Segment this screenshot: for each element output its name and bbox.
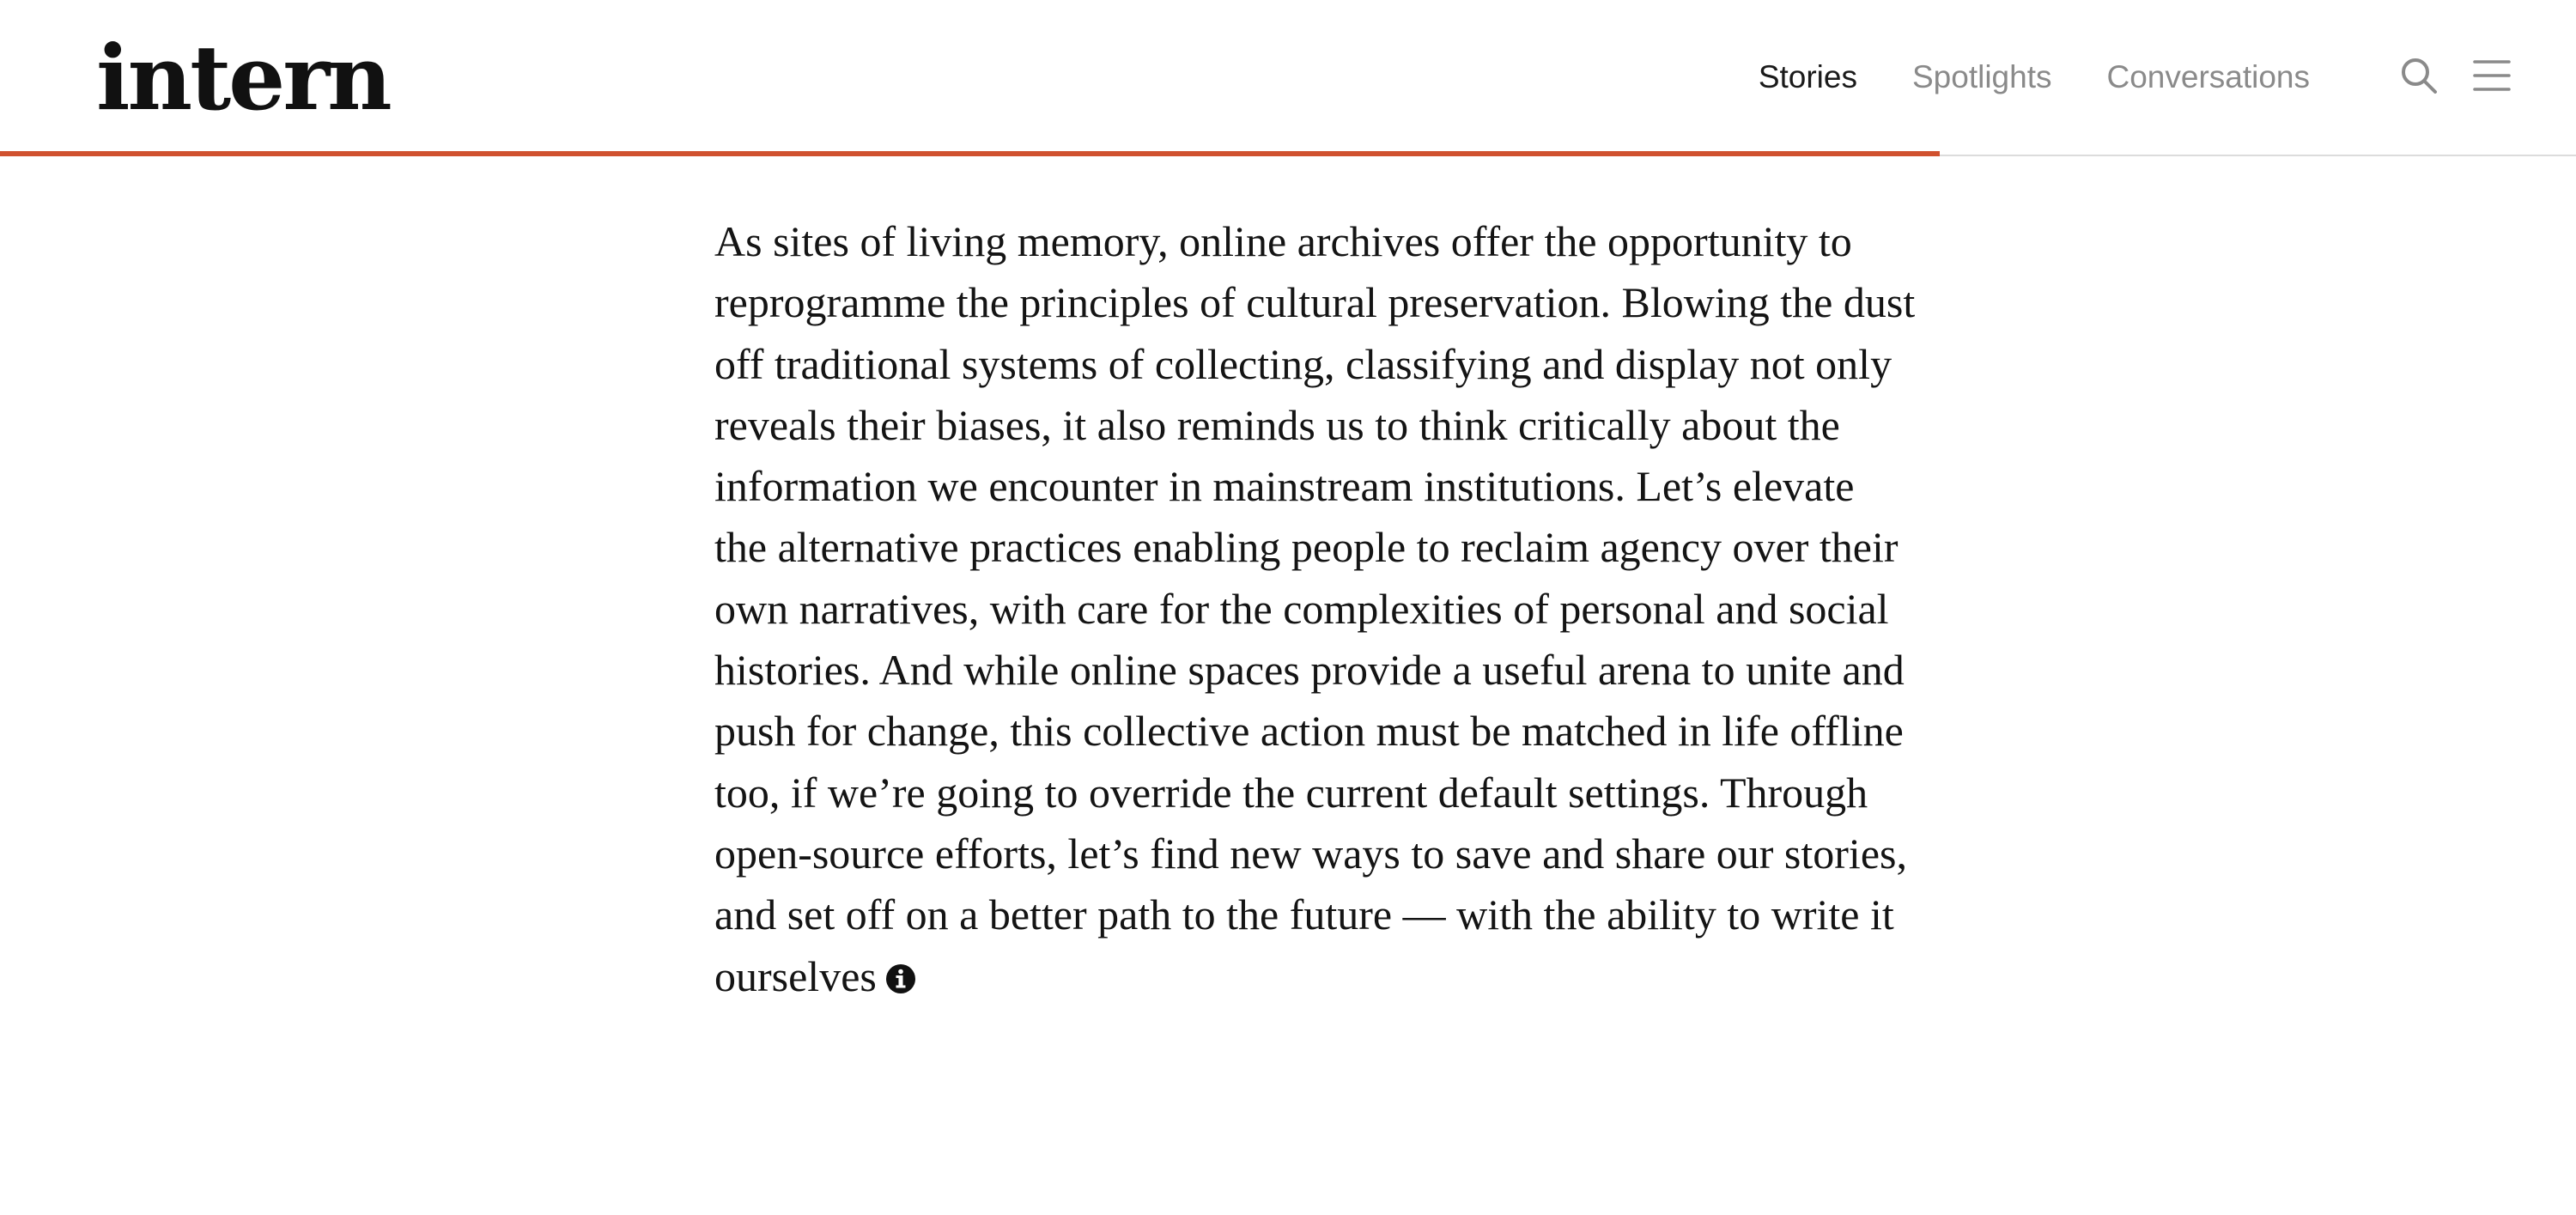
nav-conversations[interactable]: Conversations <box>2106 59 2310 94</box>
main-nav <box>1759 52 2310 103</box>
site-header <box>0 0 2576 156</box>
article-paragraph <box>714 211 1917 1007</box>
nav-stories[interactable]: Stories <box>1758 59 1857 94</box>
reading-progress-bar <box>0 151 1940 156</box>
menu-button[interactable] <box>2471 55 2512 96</box>
article-text: As sites of living memory, online archives offer the opportunity to reprogramme the principles of cultural preservation. Blowing the dust off traditional systems of collecting, classifying and display not only reveals their biases, it also reminds us to think critically about the information we encounter in mainstream institutions. Let’s elevate the alternative practices enabling people to reclaim agency over their own narratives, with care for the complexities of personal and social histories. And while online spaces provide a useful arena to unite and push for change, this collective action must be matched in life offline too, if we’re going to override the current default settings. Through open-source efforts, let’s find new ways to save and share our stories, and set off on a better path to the future — with the ability to write it ourselves <box>714 217 1916 1000</box>
search-icon <box>2398 55 2439 96</box>
info-button[interactable] <box>885 950 916 981</box>
site-logo[interactable]: intern <box>96 25 390 131</box>
nav-spotlights[interactable]: Spotlights <box>1911 59 2052 94</box>
menu-icon <box>2471 55 2512 96</box>
info-icon <box>885 963 916 994</box>
search-button[interactable] <box>2398 55 2439 96</box>
